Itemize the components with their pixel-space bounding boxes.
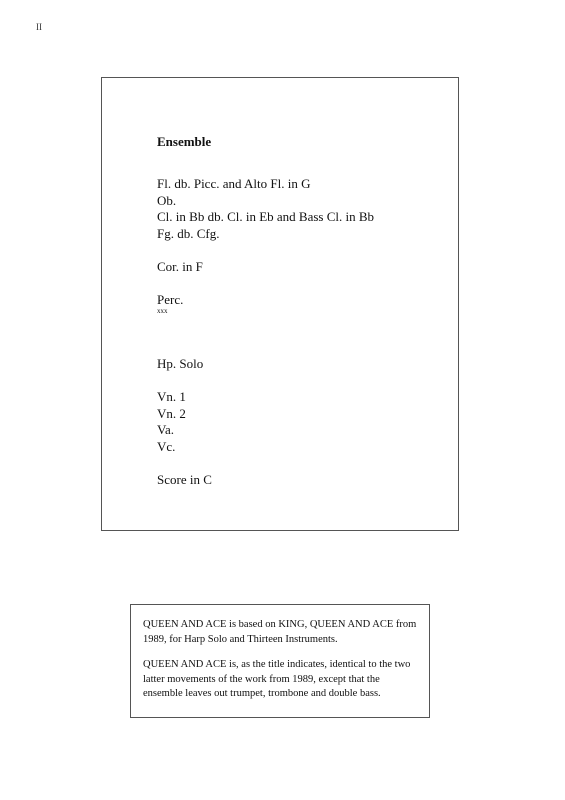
- instrument-cello: Vc.: [157, 438, 176, 454]
- instrument-oboe: Ob.: [157, 192, 177, 208]
- instrument-percussion: Perc.: [157, 291, 184, 307]
- instrument-viola: Va.: [157, 422, 174, 437]
- instrument-clarinet: Cl. in Bb db. Cl. in Eb and Bass Cl. in Bb: [157, 209, 375, 224]
- instrument-harp-solo: Hp. Solo: [157, 356, 204, 371]
- instrument-horn: Cor. in F: [157, 258, 203, 274]
- ensemble-list: [157, 134, 448, 488]
- percussion-note: xxx: [157, 307, 168, 315]
- instrument-violin-2: Vn. 2: [157, 405, 186, 421]
- instrument-bassoon: Fg. db. Cfg.: [157, 225, 220, 241]
- note-paragraph-2: QUEEN AND ACE is, as the title indicates, identical to the two latter movements of the work from 1989, except that the ensemble leaves out trumpet, trombone and double bass.: [143, 659, 411, 699]
- ensemble-box: [101, 77, 459, 531]
- instrument-violin-1: Vn. 1: [157, 389, 186, 404]
- note-paragraph-1: QUEEN AND ACE is based on KING, QUEEN AND ACE from 1989, for Harp Solo and Thirteen Instruments.: [143, 619, 417, 645]
- note-box: [130, 604, 430, 718]
- ensemble-title: Ensemble: [157, 134, 212, 149]
- instrument-flute: Fl. db. Picc. and Alto Fl. in G: [157, 176, 311, 191]
- page-number: II: [36, 22, 42, 32]
- score-note: Score in C: [157, 471, 212, 487]
